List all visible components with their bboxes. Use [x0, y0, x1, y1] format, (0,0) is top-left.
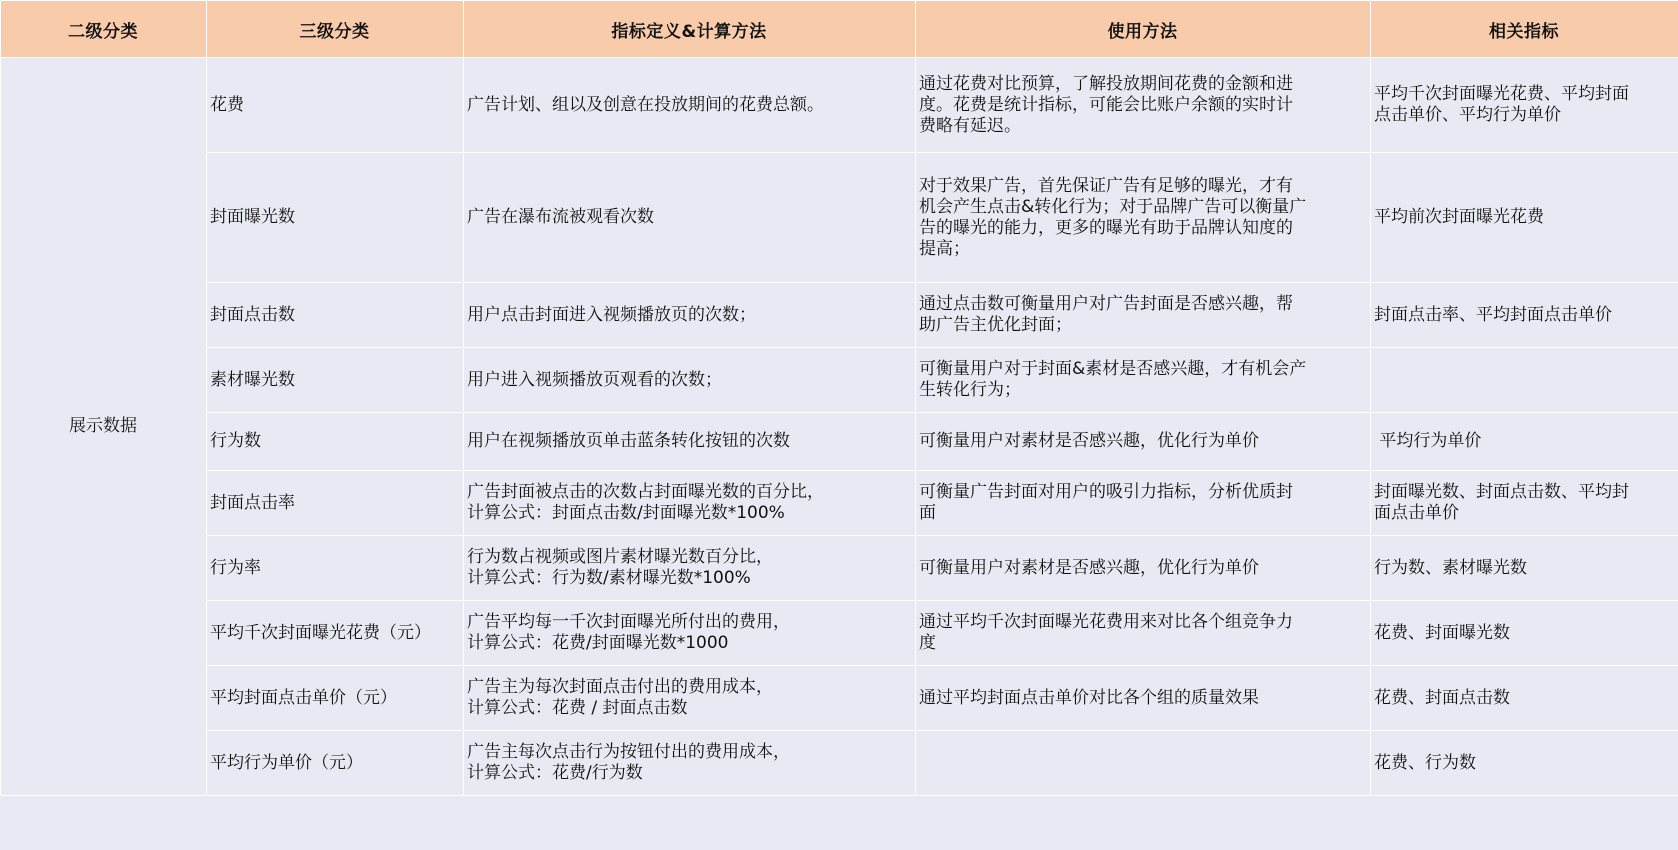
- metric-name: 行为率: [210, 557, 261, 578]
- usage-line: 告的曝光的能力，更多的曝光有助于品牌认知度的: [919, 217, 1293, 238]
- usage-cell: [916, 413, 1371, 471]
- metric-name: 行为数: [210, 431, 261, 451]
- metric-name: 封面点击率: [210, 492, 295, 513]
- metric-name-cell: [207, 283, 464, 348]
- header-category-level2: 二级分类: [1, 1, 207, 58]
- definition-line: 用户点击封面进入视频播放页的次数；: [467, 304, 756, 325]
- header-related: 相关指标: [1371, 1, 1678, 58]
- related-line: 封面曝光数、封面点击数、平均封: [1374, 482, 1629, 502]
- definition-line: 广告计划、组以及创意在投放期间的花费总额。: [467, 94, 824, 115]
- definition-line: 行为数占视频或图片素材曝光数百分比，: [467, 547, 773, 567]
- related-line: 行为数、素材曝光数: [1374, 557, 1527, 578]
- usage-cell: [916, 471, 1371, 536]
- usage-line: 面: [919, 503, 936, 523]
- metric-name-cell: [207, 601, 464, 666]
- definition-line: 计算公式：行为数/素材曝光数*100%: [467, 568, 751, 588]
- related-line: 花费、行为数: [1374, 752, 1476, 773]
- table-row: [1, 283, 1678, 348]
- related-cell: [1371, 666, 1678, 731]
- related-line: 平均千次封面曝光花费、平均封面: [1374, 84, 1629, 104]
- usage-cell: [916, 283, 1371, 348]
- metric-name: 封面点击数: [210, 304, 295, 325]
- definition-line: 计算公式：花费/封面曝光数*1000: [467, 633, 729, 653]
- definition-line: 广告封面被点击的次数占封面曝光数的百分比，: [467, 482, 824, 502]
- definition-line: 广告在瀑布流被观看次数: [467, 207, 654, 227]
- table-row: [1, 536, 1678, 601]
- usage-cell: [916, 666, 1371, 731]
- definition-cell: [464, 413, 916, 471]
- related-cell: [1371, 413, 1678, 471]
- metric-name-cell: [207, 58, 464, 153]
- definition-line: 广告平均每一千次封面曝光所付出的费用，: [467, 612, 790, 632]
- usage-cell: [916, 536, 1371, 601]
- usage-line: 通过点击数可衡量用户对广告封面是否感兴趣，帮: [919, 294, 1293, 314]
- usage-cell: [916, 153, 1371, 283]
- metric-name-cell: [207, 536, 464, 601]
- related-line: 平均行为单价: [1374, 431, 1482, 451]
- related-cell: [1371, 471, 1678, 536]
- related-cell: [1371, 283, 1678, 348]
- table-row: [1, 666, 1678, 731]
- related-cell: [1371, 601, 1678, 666]
- related-cell: [1371, 731, 1678, 796]
- table-row: [1, 471, 1678, 536]
- usage-line: 生转化行为；: [919, 380, 1021, 400]
- usage-line: 可衡量用户对素材是否感兴趣，优化行为单价: [919, 431, 1259, 451]
- group-label: 展示数据: [69, 416, 137, 436]
- metric-name: 花费: [210, 94, 244, 115]
- usage-line: 通过平均封面点击单价对比各个组的质量效果: [919, 687, 1259, 708]
- usage-line: 可衡量用户对素材是否感兴趣，优化行为单价: [919, 557, 1259, 578]
- metric-name: 平均封面点击单价（元）: [210, 687, 397, 708]
- related-line: 点击单价、平均行为单价: [1374, 105, 1561, 125]
- usage-line: 费略有延迟。: [919, 115, 1021, 136]
- definition-cell: [464, 731, 916, 796]
- definition-cell: [464, 153, 916, 283]
- metric-name: 平均行为单价（元）: [210, 752, 363, 773]
- definition-line: 广告主每次点击行为按钮付出的费用成本，: [467, 742, 790, 762]
- usage-line: 可衡量广告封面对用户的吸引力指标，分析优质封: [919, 482, 1293, 502]
- related-line: 平均前次封面曝光花费: [1374, 207, 1544, 227]
- usage-line: 机会产生点击&转化行为；对于品牌广告可以衡量广: [919, 196, 1307, 217]
- table-row: [1, 153, 1678, 283]
- definition-line: 计算公式：花费 / 封面点击数: [467, 698, 688, 718]
- usage-cell: [916, 731, 1371, 796]
- usage-line: 通过平均千次封面曝光花费用来对比各个组竞争力: [919, 612, 1293, 632]
- definition-line: 计算公式：花费/行为数: [467, 763, 643, 783]
- table-body: [1, 58, 1678, 796]
- usage-cell: [916, 348, 1371, 413]
- related-cell: [1371, 58, 1678, 153]
- usage-line: 提高；: [919, 238, 970, 259]
- definition-cell: [464, 536, 916, 601]
- related-line: 封面点击率、平均封面点击单价: [1374, 304, 1612, 325]
- related-line: 花费、封面点击数: [1374, 687, 1510, 708]
- metric-name-cell: [207, 471, 464, 536]
- related-line: 面点击单价: [1374, 503, 1459, 523]
- usage-line: 对于效果广告，首先保证广告有足够的曝光，才有: [919, 175, 1293, 196]
- definition-cell: [464, 666, 916, 731]
- definition-cell: [464, 58, 916, 153]
- table-row: [1, 58, 1678, 153]
- related-cell: [1371, 348, 1678, 413]
- definition-cell: [464, 601, 916, 666]
- metric-name: 封面曝光数: [210, 207, 295, 227]
- usage-line: 通过花费对比预算，了解投放期间花费的金额和进: [919, 73, 1293, 94]
- table-row: [1, 348, 1678, 413]
- header-category-level3: 三级分类: [207, 1, 464, 58]
- header-definition: 指标定义&计算方法: [464, 1, 916, 58]
- table-row: [1, 413, 1678, 471]
- definition-line: 计算公式：封面点击数/封面曝光数*100%: [467, 503, 785, 523]
- usage-cell: [916, 58, 1371, 153]
- definition-cell: [464, 348, 916, 413]
- usage-line: 可衡量用户对于封面&素材是否感兴趣，才有机会产: [919, 359, 1307, 379]
- metric-name-cell: [207, 153, 464, 283]
- table-row: [1, 731, 1678, 796]
- table-row: [1, 601, 1678, 666]
- header-row: [1, 1, 1678, 58]
- metric-name-cell: [207, 731, 464, 796]
- definition-cell: [464, 283, 916, 348]
- related-cell: [1371, 153, 1678, 283]
- header-usage: 使用方法: [916, 1, 1371, 58]
- related-line: 花费、封面曝光数: [1374, 622, 1510, 643]
- metric-name: 平均千次封面曝光花费（元）: [210, 622, 431, 643]
- usage-line: 度。花费是统计指标，可能会比账户余额的实时计: [919, 94, 1293, 115]
- related-cell: [1371, 536, 1678, 601]
- usage-line: 度: [919, 633, 936, 653]
- metric-name-cell: [207, 413, 464, 471]
- usage-cell: [916, 601, 1371, 666]
- metric-name: 素材曝光数: [210, 369, 295, 390]
- usage-line: 助广告主优化封面；: [919, 315, 1072, 335]
- metric-name-cell: [207, 348, 464, 413]
- definition-cell: [464, 471, 916, 536]
- definition-line: 用户进入视频播放页观看的次数；: [467, 369, 722, 390]
- metric-name-cell: [207, 666, 464, 731]
- definition-line: 广告主为每次封面点击付出的费用成本，: [467, 677, 773, 697]
- group-cell: [1, 58, 207, 796]
- definition-line: 用户在视频播放页单击蓝条转化按钮的次数: [467, 431, 790, 451]
